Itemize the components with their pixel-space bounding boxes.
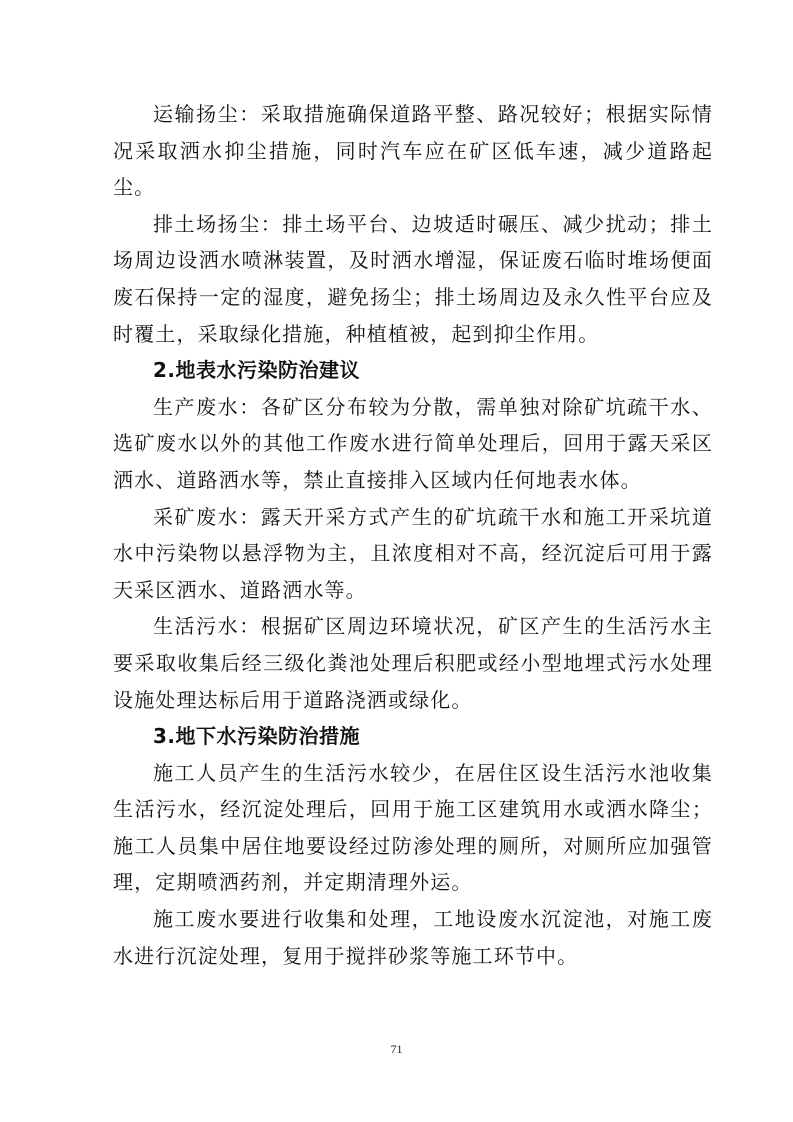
document-body bbox=[113, 96, 713, 974]
paragraph-worker-sewage: 施工人员产生的生活污水较少，在居住区设生活污水池收集生活污水，经沉淀处理后，回用于施工区建筑用水或洒水降尘；施工人员集中居住地要设经过防渗处理的厕所，对厕所应加强管理，定期喷洒药剂，并定期清理外运。 bbox=[113, 760, 713, 895]
paragraph-production-wastewater: 生产废水：各矿区分布较为分散，需单独对除矿坑疏干水、选矿废水以外的其他工作废水进行简单处理后，回用于露天采区洒水、道路洒水等，禁止直接排入区域内任何地表水体。 bbox=[113, 394, 713, 492]
paragraph-transport-dust: 运输扬尘：采取措施确保道路平整、路况较好；根据实际情况采取洒水抑尘措施，同时汽车应在矿区低车速，减少道路起尘。 bbox=[113, 102, 713, 200]
paragraph-mining-wastewater: 采矿废水：露天开采方式产生的矿坑疏干水和施工开采坑道水中污染物以悬浮物为主，且浓度相对不高，经沉淀后可用于露天采区洒水、道路洒水等。 bbox=[113, 504, 713, 602]
section-heading-surface-water: 2.地表水污染防治建议 bbox=[153, 358, 361, 383]
paragraph-dump-dust: 排土场扬尘：排土场平台、边坡适时碾压、减少扰动；排土场周边设洒水喷淋装置，及时洒水增湿，保证废石临时堆场便面废石保持一定的湿度，避免扬尘；排土场周边及永久性平台应及时覆土，采取绿化措施，种植植被，起到抑尘作用。 bbox=[113, 211, 713, 346]
paragraph-domestic-sewage: 生活污水：根据矿区周边环境状况，矿区产生的生活污水主要采取收集后经三级化粪池处理后积肥或经小型地埋式污水处理设施处理达标后用于道路浇洒或绿化。 bbox=[113, 614, 713, 712]
paragraph-construction-wastewater: 施工废水要进行收集和处理，工地设废水沉淀池，对施工废水进行沉淀处理，复用于搅拌砂浆等施工环节中。 bbox=[113, 907, 713, 968]
section-heading-groundwater: 3.地下水污染防治措施 bbox=[153, 724, 361, 749]
page-number: 71 bbox=[390, 1042, 403, 1056]
